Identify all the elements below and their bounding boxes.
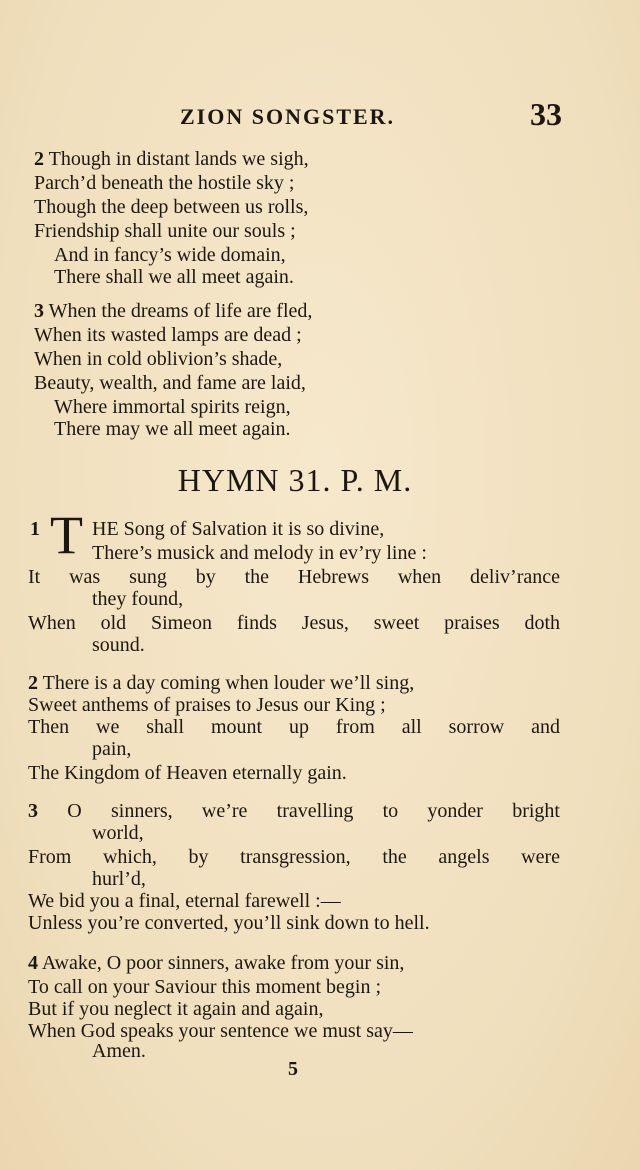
verse-text: There is a day coming when louder we’ll sing, <box>42 672 415 694</box>
stanza-line: Parch’d beneath the hostile sky ; <box>34 172 295 194</box>
verse-line: world, <box>92 822 144 844</box>
stanza-number: 2 <box>34 148 44 170</box>
stanza-number: 3 <box>34 300 44 322</box>
verse-line: To call on your Saviour this moment begin ; <box>28 976 381 998</box>
verse-text: O sinners, we’re travelling to yonder bright <box>67 800 560 822</box>
verse-line: It was sung by the Hebrews when deliv’rance <box>28 566 560 588</box>
verse-line <box>28 952 404 974</box>
stanza-line: When its wasted lamps are dead ; <box>34 324 302 346</box>
stanza-line: There may we all meet again. <box>54 418 291 440</box>
stanza-line <box>34 148 309 170</box>
verse-line: hurl’d, <box>92 868 146 890</box>
verse-line <box>28 800 560 822</box>
verse-line: There’s musick and melody in ev’ry line : <box>92 542 427 564</box>
verse-line: We bid you a final, eternal farewell :— <box>28 890 341 912</box>
stanza-text: When the dreams of life are fled, <box>48 300 313 322</box>
verse-line: Sweet anthems of praises to Jesus our King ; <box>28 694 386 716</box>
stanza-line: Beauty, wealth, and fame are laid, <box>34 372 306 394</box>
stanza-line: There shall we all meet again. <box>54 266 294 288</box>
verse-number: 1 <box>30 518 40 540</box>
signature-mark: 5 <box>288 1058 298 1080</box>
verse-line: they found, <box>92 588 184 610</box>
verse-line: HE Song of Salvation it is so divine, <box>92 518 385 540</box>
verse-number: 2 <box>28 672 38 694</box>
verse-text: Awake, O poor sinners, awake from your sin, <box>41 952 405 974</box>
verse-line: sound. <box>92 634 145 656</box>
verse-line: Then we shall mount up from all sorrow and <box>28 716 560 738</box>
stanza-line: When in cold oblivion’s shade, <box>34 348 283 370</box>
verse-line: The Kingdom of Heaven eternally gain. <box>28 762 347 784</box>
verse-line <box>28 672 414 694</box>
stanza-line: Friendship shall unite our souls ; <box>34 220 296 242</box>
verse-number: 3 <box>28 800 38 822</box>
hymn-title: HYMN 31. P. M. <box>177 462 413 498</box>
stanza-line <box>34 300 312 322</box>
stanza-line: And in fancy’s wide domain, <box>54 244 286 266</box>
verse-line: pain, <box>92 738 132 760</box>
drop-cap: T <box>50 505 83 565</box>
verse-number: 4 <box>28 952 38 974</box>
stanza-text: Though in distant lands we sigh, <box>48 148 309 170</box>
verse-line: Amen. <box>92 1040 146 1062</box>
verse-line: But if you neglect it again and again, <box>28 998 324 1020</box>
stanza-line: Though the deep between us rolls, <box>34 196 309 218</box>
verse-line: When God speaks your sentence we must say— <box>28 1020 413 1042</box>
verse-line: From which, by transgression, the angels were <box>28 846 560 868</box>
verse-line: When old Simeon finds Jesus, sweet praises doth <box>28 612 560 634</box>
stanza-line: Where immortal spirits reign, <box>54 396 291 418</box>
running-title: ZION SONGSTER. <box>180 104 396 129</box>
verse-line: Unless you’re converted, you’ll sink down to hell. <box>28 912 430 934</box>
page-number: 33 <box>530 96 562 132</box>
